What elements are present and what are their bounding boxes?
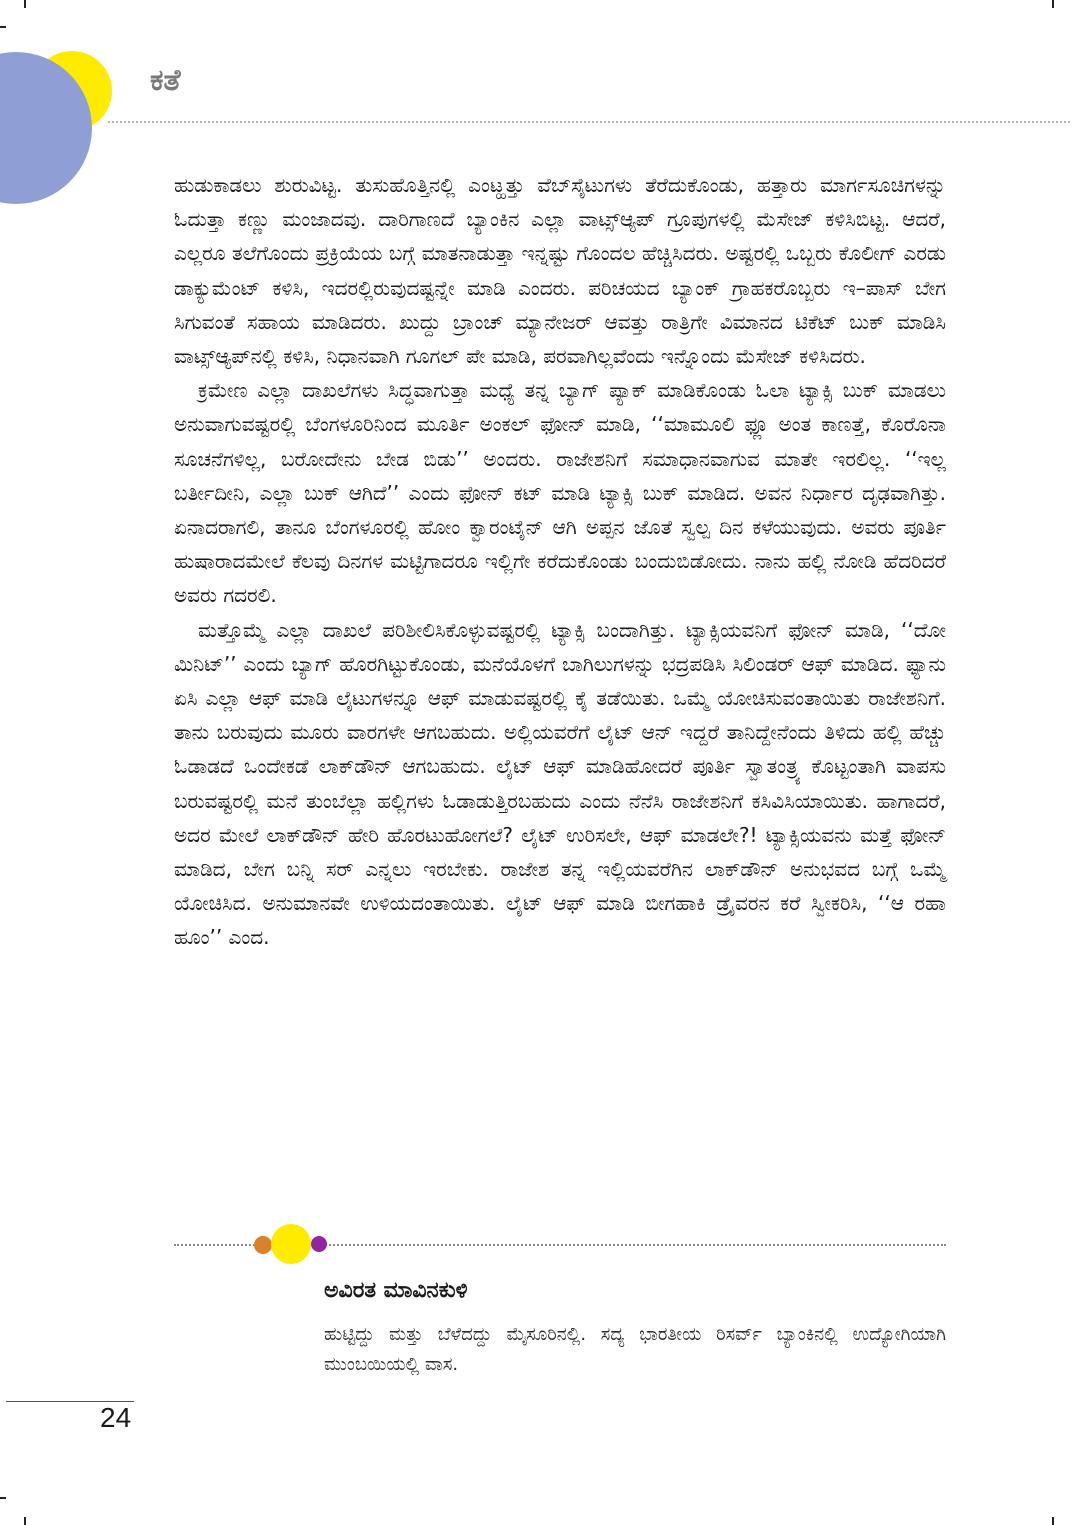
page-number: 24	[100, 1402, 132, 1433]
author-bio: ಹುಟ್ಟಿದ್ದು ಮತ್ತು ಬೆಳೆದದ್ದು ಮೈಸೂರಿನಲ್ಲಿ. ಸದ್ಯ ಭಾರತೀಯ ರಿಸರ್ವ್ ಬ್ಯಾಂಕಿನಲ್ಲಿ ಉದ್ಯೋಗಿಯಾಗಿ ಮುಂಬಯಿಯಲ್ಲಿ ವಾಸ.	[324, 1324, 946, 1375]
crop-mark-top-right	[1052, 0, 1054, 8]
crop-mark-bottom-right	[1052, 1517, 1054, 1525]
crop-mark-bottom-left	[24, 1517, 26, 1525]
purple-dot	[311, 1236, 327, 1252]
header-dotted-divider	[108, 121, 1070, 123]
story-paragraph: ಹುಡುಕಾಡಲು ಶುರುವಿಟ್ಟ. ತುಸುಹೊತ್ತಿನಲ್ಲಿ ಎಂಟ್ಹತ್ತು ವೆಬ್‌ಸೈಟುಗಳು ತೆರೆದುಕೊಂಡು, ಹತ್ತಾರು ಮಾರ್ಗಸೂಚಿಗಳನ್ನು ಓದುತ್ತಾ ಕಣ್ಣು ಮಂಜಾದವು. ದಾರಿಗಾಣದೆ ಬ್ಯಾಂಕಿನ ಎಲ್ಲಾ ವಾಟ್ಸ್‌ಆ್ಯಪ್ ಗ್ರೂಪುಗಳಲ್ಲಿ ಮೆಸೇಜ್ ಕಳಿಸಿಬಿಟ್ಟ. ಆದರೆ, ಎಲ್ಲರೂ ತಲೆಗೊಂದು ಪ್ರಕ್ರಿಯೆಯ ಬಗ್ಗೆ ಮಾತನಾಡುತ್ತಾ ಇನ್ನಷ್ಟು ಗೊಂದಲ ಹೆಚ್ಚಿಸಿದರು. ಅಷ್ಟರಲ್ಲಿ ಒಬ್ಬರು ಕೊಲೀಗ್ ಎರಡು ಡಾಕ್ಯುಮೆಂಟ್ ಕಳಿಸಿ, ಇದರಲ್ಲಿರುವುದಷ್ಟನ್ನೇ ಮಾಡಿ ಎಂದರು. ಪರಿಚಯದ ಬ್ಯಾಂಕ್ ಗ್ರಾಹಕರೊಬ್ಬರು ಇ–ಪಾಸ್ ಬೇಗ ಸಿಗುವಂತೆ ಸಹಾಯ ಮಾಡಿದರು. ಖುದ್ದು ಬ್ರಾಂಚ್ ಮ್ಯಾನೇಜರ್ ಆವತ್ತು ರಾತ್ರಿಗೇ ವಿಮಾನದ ಟಿಕೆಟ್ ಬುಕ್ ಮಾಡಿಸಿ ವಾಟ್ಸ್‌ಆ್ಯಪ್‌ನಲ್ಲಿ ಕಳಿಸಿ, ನಿಧಾನವಾಗಿ ಗೂಗಲ್ ಪೇ ಮಾಡಿ, ಪರವಾಗಿಲ್ಲವೆಂದು ಇನ್ನೊಂದು ಮೆಸೇಜ್ ಕಳಿಸಿದರು.	[174, 173, 946, 369]
section-label: ಕತೆ	[150, 63, 181, 98]
story-body	[174, 168, 946, 955]
author-bio-divider	[174, 1224, 946, 1266]
story-paragraph: ಮತ್ತೊಮ್ಮೆ ಎಲ್ಲಾ ದಾಖಲೆ ಪರಿಶೀಲಿಸಿಕೊಳ್ಳುವಷ್ಟರಲ್ಲಿ ಟ್ಯಾಕ್ಸಿ ಬಂದಾಗಿತ್ತು. ಟ್ಯಾಕ್ಸಿಯವನಿಗೆ ಫೋನ್ ಮಾಡಿ, ‘‘ದೋ ಮಿನಿಟ್’’ ಎಂದು ಬ್ಯಾಗ್ ಹೊರಗಿಟ್ಟುಕೊಂಡು, ಮನೆಯೊಳಗೆ ಬಾಗಿಲುಗಳನ್ನು ಭದ್ರಪಡಿಸಿ ಸಿಲಿಂಡರ್ ಆಫ್ ಮಾಡಿದ. ಫ್ಯಾನು ಏಸಿ ಎಲ್ಲಾ ಆಫ್ ಮಾಡಿ ಲೈಟುಗಳನ್ನೂ ಆಫ್ ಮಾಡುವಷ್ಟರಲ್ಲಿ ಕೈ ತಡೆಯಿತು. ಒಮ್ಮೆ ಯೋಚಿಸುವಂತಾಯಿತು ರಾಜೇಶನಿಗೆ. ತಾನು ಬರುವುದು ಮೂರು ವಾರಗಳೇ ಆಗಬಹುದು. ಅಲ್ಲಿಯವರೆಗೆ ಲೈಟ್ ಆನ್ ಇದ್ದರೆ ತಾನಿದ್ದೇನೆಂದು ತಿಳಿದು ಹಲ್ಲಿ ಹೆಚ್ಚು ಓಡಾಡದೆ ಒಂದೇಕಡೆ ಲಾಕ್‌ಡೌನ್ ಆಗಬಹುದು. ಲೈಟ್ ಆಫ್ ಮಾಡಿಹೋದರೆ ಪೂರ್ತಿ ಸ್ವಾತಂತ್ರ್ಯ ಕೊಟ್ಟಂತಾಗಿ ವಾಪಸು ಬರುವಷ್ಟರಲ್ಲಿ ಮನೆ ತುಂಬೆಲ್ಲಾ ಹಲ್ಲಿಗಳು ಓಡಾಡುತ್ತಿರಬಹುದು ಎಂದು ನೆನೆಸಿ ರಾಜೇಶನಿಗೆ ಕಸಿವಿಸಿಯಾಯಿತು. ಹಾಗಾದರೆ, ಅದರ ಮೇಲೆ ಲಾಕ್‌ಡೌನ್ ಹೇರಿ ಹೊರಟುಹೋಗಲೆ? ಲೈಟ್ ಉರಿಸಲೇ, ಆಫ್ ಮಾಡಲೇ?! ಟ್ಯಾಕ್ಸಿಯವನು ಮತ್ತೆ ಫೋನ್ ಮಾಡಿದ, ಬೇಗ ಬನ್ನಿ ಸರ್ ಎನ್ನಲು ಇರಬೇಕು. ರಾಜೇಶ ತನ್ನ ಇಲ್ಲಿಯವರೆಗಿನ ಲಾಕ್‌ಡೌನ್ ಅನುಭವದ ಬಗ್ಗೆ ಒಮ್ಮೆ ಯೋಚಿಸಿದ. ಅನುಮಾನವೇ ಉಳಿಯದಂತಾಯಿತು. ಲೈಟ್ ಆಫ್ ಮಾಡಿ ಬೀಗಹಾಕಿ ಡ್ರೈವರನ ಕರೆ ಸ್ವೀಕರಿಸಿ, ‘‘ಆ ರಹಾ ಹೂಂ’’ ಎಂದ.	[174, 617, 946, 950]
author-name: ಅವಿರತ ಮಾವಿನಕುಳಿ	[324, 1278, 468, 1303]
story-paragraph: ಕ್ರಮೇಣ ಎಲ್ಲಾ ದಾಖಲೆಗಳು ಸಿದ್ಧವಾಗುತ್ತಾ ಮಧ್ಯೆ ತನ್ನ ಬ್ಯಾಗ್ ಪ್ಯಾಕ್ ಮಾಡಿಕೊಂಡು ಓಲಾ ಟ್ಯಾಕ್ಸಿ ಬುಕ್ ಮಾಡಲು ಅನುವಾಗುವಷ್ಟರಲ್ಲಿ ಬೆಂಗಳೂರಿನಿಂದ ಮೂರ್ತಿ ಅಂಕಲ್ ಫೋನ್ ಮಾಡಿ, ‘‘ಮಾಮೂಲಿ ಫ್ಲೂ ಅಂತ ಕಾಣತ್ತೆ, ಕೊರೊನಾ ಸೂಚನೆಗಳಿಲ್ಲ, ಬರೋದೇನು ಬೇಡ ಬಿಡು’’ ಅಂದರು. ರಾಜೇಶನಿಗೆ ಸಮಾಧಾನವಾಗುವ ಮಾತೇ ಇರಲಿಲ್ಲ. ‘‘ಇಲ್ಲ ಬರ್ತೀದೀನಿ, ಎಲ್ಲಾ ಬುಕ್ ಆಗಿದೆ’’ ಎಂದು ಫೋನ್ ಕಟ್ ಮಾಡಿ ಟ್ಯಾಕ್ಸಿ ಬುಕ್ ಮಾಡಿದ. ಅವನ ನಿರ್ಧಾರ ದೃಢವಾಗಿತ್ತು. ಏನಾದರಾಗಲಿ, ತಾನೂ ಬೆಂಗಳೂರಲ್ಲಿ ಹೋಂ ಕ್ವಾರಂಟೈನ್ ಆಗಿ ಅಪ್ಪನ ಜೊತೆ ಸ್ವಲ್ಪ ದಿನ ಕಳೆಯುವುದು. ಅವರು ಪೂರ್ತಿ ಹುಷಾರಾದಮೇಲೆ ಕೆಲವು ದಿನಗಳ ಮಟ್ಟಿಗಾದರೂ ಇಲ್ಲಿಗೇ ಕರೆದುಕೊಂಡು ಬಂದುಬಿಡೋದು. ನಾನು ಹಲ್ಲಿ ನೋಡಿ ಹೆದರಿದರೆ ಅವರು ಗದರಲಿ.	[174, 378, 946, 608]
orange-dot	[254, 1236, 272, 1254]
crop-mark-left-lower	[0, 1497, 6, 1499]
yellow-dot	[271, 1224, 311, 1264]
decorative-circles	[0, 0, 140, 220]
